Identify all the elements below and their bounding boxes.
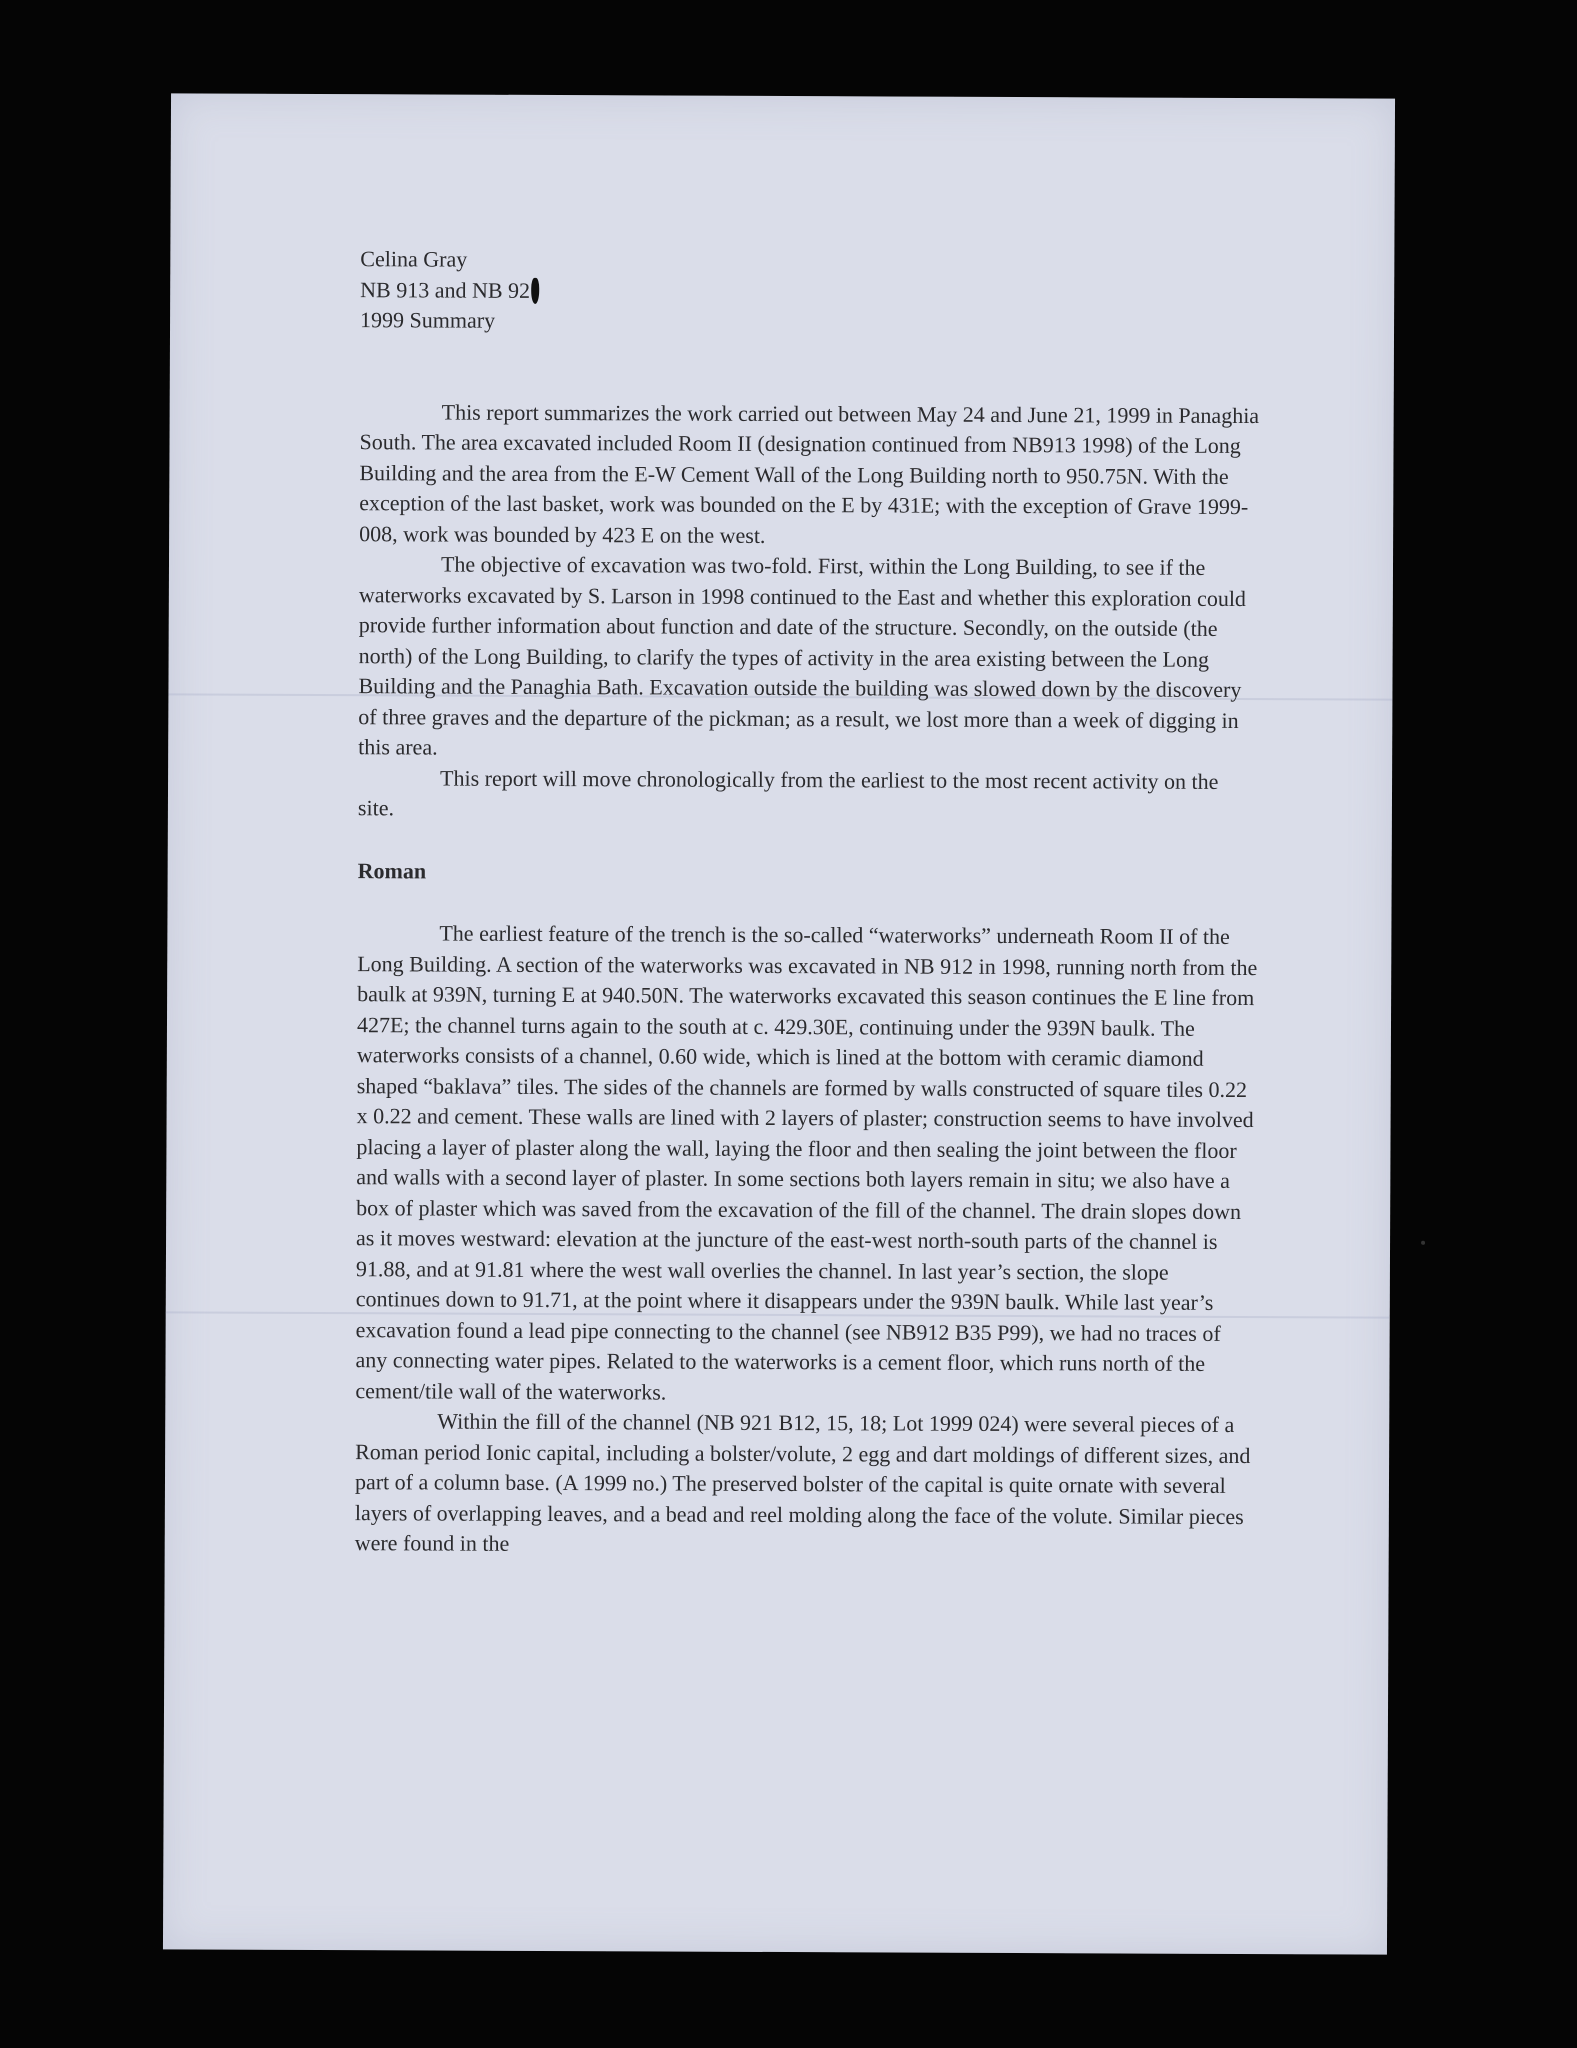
author-name: Celina Gray — [360, 246, 468, 272]
ink-blot-mark — [531, 277, 539, 303]
section-gap — [358, 824, 1258, 860]
paper-sheet — [163, 93, 1395, 1954]
roman-paragraph-2: Within the fill of the channel (NB 921 B12, 15, 18; Lot 1999 024) were several pieces of a Roman period Ionic capital, including a bolster/volute, 2 egg and dart moldings of different sizes, and part of a column base. (A 1999 no.) The preserved bolster of the capital is quite ornate with several layers of overlapping leaves, and a bead and reel molding along the face of the volute. Similar pieces were found in the — [354, 1408, 1251, 1556]
heading-gap — [357, 886, 1257, 922]
paper-speck — [1421, 1241, 1425, 1245]
section-heading-roman: Roman — [357, 857, 427, 883]
roman-paragraph-1: The earliest feature of the trench is the so-called “waterworks” underneath Room II of the Long Building. A section of the waterworks was excavated in NB 912 in 1998, running north from the baulk at 939N, turning E at 940.50N. The waterworks excavated this season continues the E line from 427E; the channel turns again to the south at c. 429.30E, continuing under the 939N baulk. The waterworks consists of a channel, 0.60 wide, which is lined at the bottom with ceramic diamond shaped “baklava” tiles. The sides of the channels are formed by walls constructed of square tiles 0.22 x 0.22 and cement. These walls are lined with 2 layers of plaster; construction seems to have involved placing a layer of plaster along the wall, laying the floor and then sealing the joint between the floor and walls with a second layer of plaster. In some sections both layers remain in situ; we also have a box of plaster which was saved from the excavation of the fill of the channel. The drain slopes down as it moves westward: elevation at the juncture of the east-west north-south parts of the channel is 91.88, and at 91.81 where the west wall overlies the channel. In last year’s section, the slope continues down to 91.71, at the point where it disappears under the 939N baulk. While last year’s excavation found a lead pipe connecting to the channel (see NB912 B35 P99), we had no traces of any connecting water pipes. Related to the waterworks is a cement floor, which runs north of the cement/tile wall of the waterworks. — [355, 920, 1258, 1405]
intro-paragraph-3: This report will move chronologically from the earliest to the most recent activity on the site. — [357, 765, 1219, 821]
intro-paragraph-1: This report summarizes the work carried out between May 24 and June 21, 1999 in Panaghia South. The area excavated included Room II (designation continued from NB913 1998) of the Long Building and the area from the E-W Cement Wall of the Long Building north to 950.75N. With the exception of the last basket, work was bounded on the E by 431E; with the exception of Grave 1999-008, work was bounded by 423 E on the west. — [359, 399, 1260, 548]
trench-line — [360, 275, 1260, 309]
document-body — [355, 244, 1261, 1562]
document-header — [360, 244, 1260, 339]
trench-numbers: NB 913 and NB 92 — [360, 276, 531, 303]
summary-year: 1999 Summary — [360, 307, 496, 333]
header-gap — [360, 336, 1260, 401]
intro-paragraph-2: The objective of excavation was two-fold. First, within the Long Building, to see if the waterworks excavated by S. Larson in 1998 continued to the East and whether this exploration could provide further information about function and date of the structure. Secondly, on the outside (the north) of the Long Building, to clarify the types of activity in the area existing between the Long Building and the Panaghia Bath. Excavation outside the building was slowed down by the discovery of three graves and the departure of the pickman; as a result, we lost more than a week of digging in this area. — [358, 551, 1247, 760]
